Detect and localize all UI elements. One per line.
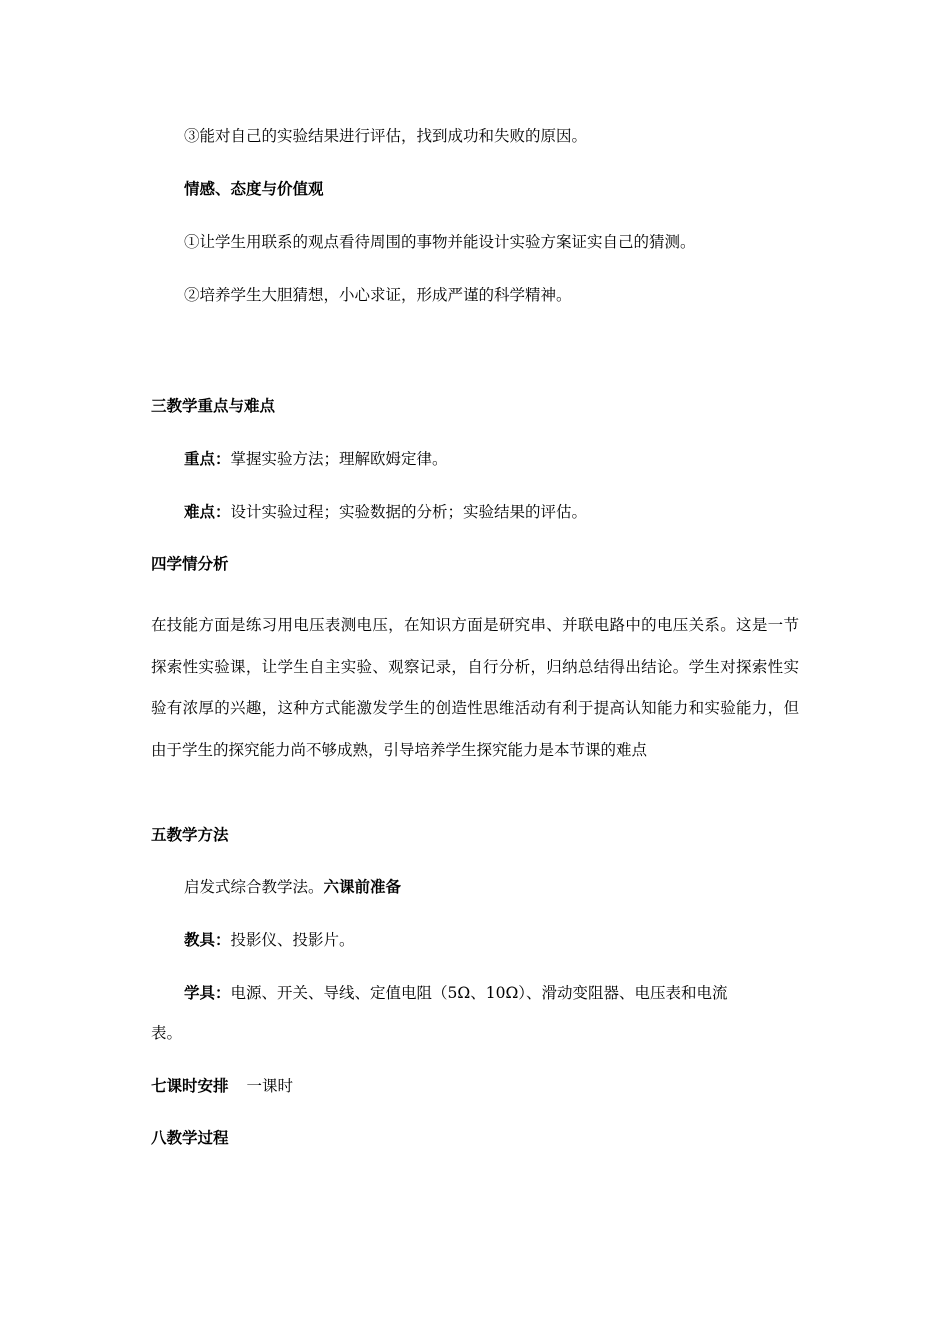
method-text: 启发式综合教学法。 (184, 878, 324, 896)
difficult-point-line (184, 502, 587, 522)
key-point-line (184, 449, 448, 469)
affect-item-2: ②培养学生大胆猜想，小心求证，形成严谨的科学精神。 (184, 286, 572, 304)
student-tools-continued: 表。 (151, 1024, 183, 1042)
section-7-text: 一课时 (246, 1077, 294, 1095)
section-4-paragraph: 在技能方面是练习用电压表测电压，在知识方面是研究串、并联电路中的电压关系。这是一节探索性实验课，让学生自主实验、观察记录，自行分析，归纳总结得出结论。学生对探索性实验有浓厚的兴趣，这种方式能激发学生的创造性思维活动有利于提高认知能力和实验能力，但由于学生的探究能力尚不够成熟，引导培养学生探究能力是本节课的难点 (151, 616, 799, 759)
student-tools-label: 学具： (184, 983, 231, 1002)
method-line (184, 877, 401, 897)
section-5-title: 五教学方法 (151, 825, 229, 844)
heading-affect-values: 情感、态度与价值观 (184, 179, 324, 198)
section-4-title: 四学情分析 (151, 554, 229, 573)
section-8-title: 八教学过程 (151, 1128, 229, 1147)
key-point-text: 掌握实验方法；理解欧姆定律。 (230, 450, 448, 468)
key-point-label: 重点： (184, 449, 231, 468)
section-7-title: 七课时安排 (151, 1076, 229, 1095)
teacher-tools-text: 投影仪、投影片。 (230, 931, 355, 949)
difficult-point-label: 难点： (184, 502, 231, 521)
student-tools-line (184, 983, 728, 1003)
section-3-title: 三教学重点与难点 (151, 396, 276, 415)
affect-item-1: ①让学生用联系的观点看待周围的事物并能设计实验方案证实自己的猜测。 (184, 233, 696, 251)
student-tools-text: 电源、开关、导线、定值电阻（5Ω、10Ω）、滑动变阻器、电压表和电流 (230, 984, 728, 1002)
objective-item-3: ③能对自己的实验结果进行评估，找到成功和失败的原因。 (184, 127, 588, 145)
section-7-line (151, 1076, 293, 1096)
teacher-tools-line (184, 930, 355, 950)
teacher-tools-label: 教具： (184, 930, 231, 949)
difficult-point-text: 设计实验过程；实验数据的分析；实验结果的评估。 (230, 503, 588, 521)
section-6-title: 六课前准备 (323, 877, 402, 896)
